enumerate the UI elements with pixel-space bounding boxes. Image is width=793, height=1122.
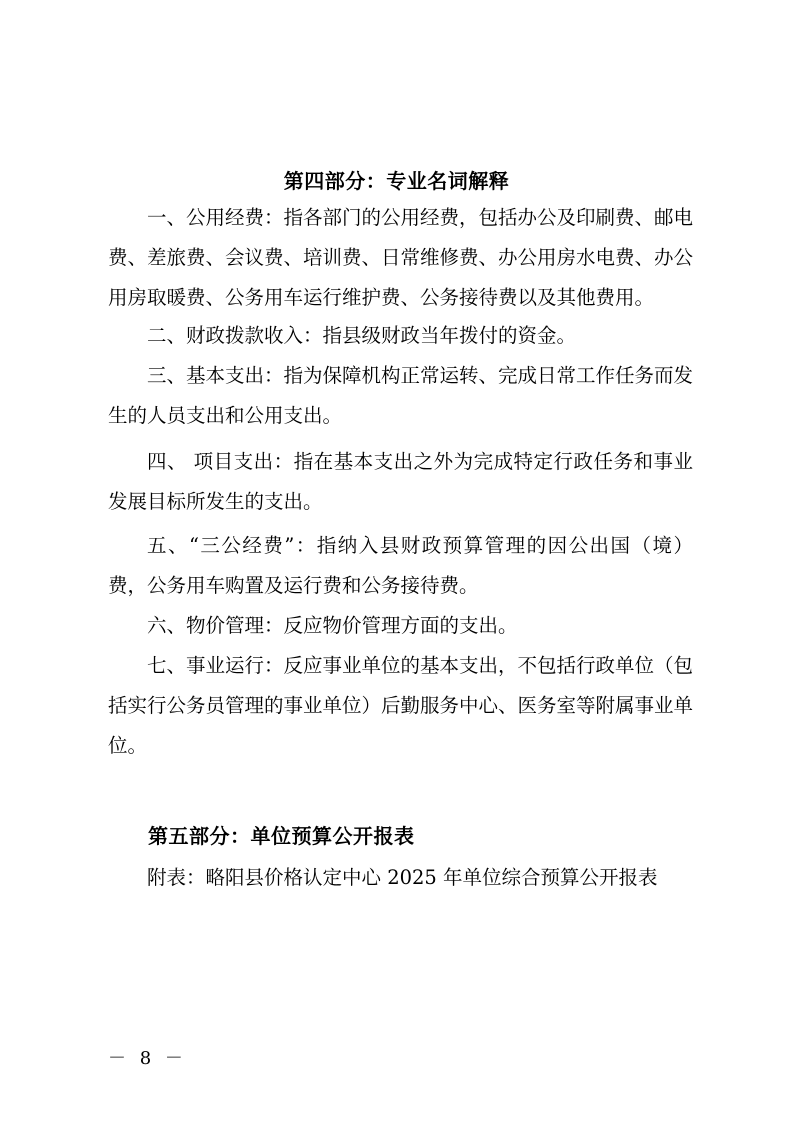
page-number: － 8 － (108, 1048, 187, 1069)
term-three-public-expenses: 五、“三公经费”：指纳入县财政预算管理的因公出国（境）费，公务用车购置及运行费和公务接待费。 (108, 534, 693, 597)
term-project-expenditure: 四、 项目支出：指在基本支出之外为完成特定行政任务和事业发展目标所发生的支出。 (108, 450, 693, 513)
term-basic-expenditure: 三、基本支出：指为保障机构正常运转、完成日常工作任务而发生的人员支出和公用支出。 (108, 364, 694, 427)
term-institution-operation: 七、事业运行：反应事业单位的基本支出，不包括行政单位（包括实行公务员管理的事业单位）后勤服务中心、医务室等附属事业单位。 (108, 654, 694, 757)
section-5-title: 第五部分：单位预算公开报表 (148, 824, 415, 848)
attachment-line: 附表：略阳县价格认定中心 2025 年单位综合预算公开报表 (147, 866, 658, 889)
term-price-management: 六、物价管理：反应物价管理方面的支出。 (147, 614, 518, 637)
term-fiscal-appropriation-income: 二、财政拨款收入：指县级财政当年拨付的资金。 (147, 324, 577, 347)
term-public-expenses: 一、公用经费：指各部门的公用经费，包括办公及印刷费、邮电费、差旅费、会议费、培训费、日常维修费、办公用房水电费、办公用房取暖费、公务用车运行维护费、公务接待费以及其他费用。 (108, 206, 694, 309)
section-4-title: 第四部分：专业名词解释 (283, 169, 510, 193)
